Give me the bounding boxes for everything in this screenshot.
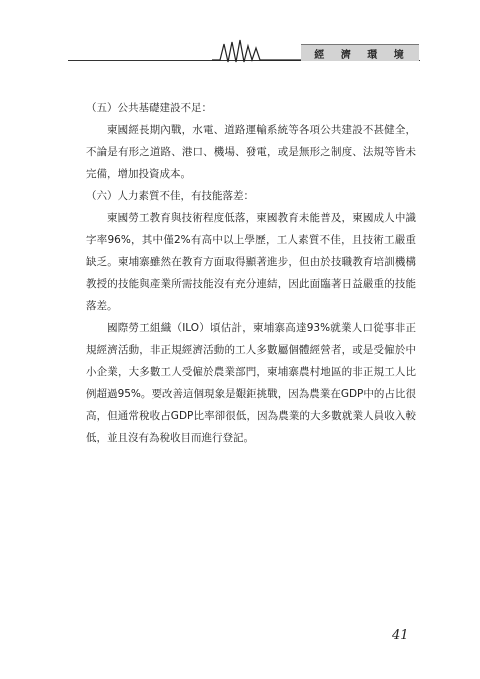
tab-char: 濟	[340, 49, 353, 61]
paragraph: 柬國經長期內戰，水電、道路運輸系統等各項公共建設不甚健全，不論是有形之道路、港口、機場、發電，或是無形之制度、法規等皆未完備，增加投資成本。	[86, 124, 416, 180]
page-header	[0, 0, 480, 70]
body-text	[86, 97, 416, 449]
section-heading: （六）人力素質不佳，有技能落差：	[86, 190, 254, 202]
pulse-wave-icon	[212, 38, 302, 66]
section-heading: （五）公共基礎建設不足：	[86, 102, 212, 114]
tab-char: 環	[367, 49, 380, 61]
paragraph: 柬國勞工教育與技術程度低落，柬國教育未能普及，柬國成人中識字率96%，其中僅2%有高中以上學歷，工人素質不佳，且技術工嚴重缺乏。柬埔寨雖然在教育方面取得顯著進步，但由於技職教育培訓機構教授的技能與產業所需技能沒有充分連結，因此面臨著日益嚴重的技能落差。	[86, 212, 416, 312]
tab-char: 經	[314, 49, 327, 61]
paragraph: 國際勞工組織（ILO）頃估計，柬埔寨高達93%就業人口從事非正規經濟活動，非正規經濟活動的工人多數屬個體經營者，或是受僱於中小企業，大多數工人受僱於農業部門，柬埔寨農村地區的非正規工人比例超過95%。要改善這個現象是艱鉅挑戰，因為農業在GDP中的占比很高，但通常稅收占GDP比率卻很低，因為農業的大多數就業人員收入較低，並且沒有為稅收目而進行登記。	[86, 322, 416, 444]
page-number: 41	[392, 628, 409, 643]
tab-char: 境	[393, 49, 406, 61]
section-tab	[301, 44, 419, 61]
